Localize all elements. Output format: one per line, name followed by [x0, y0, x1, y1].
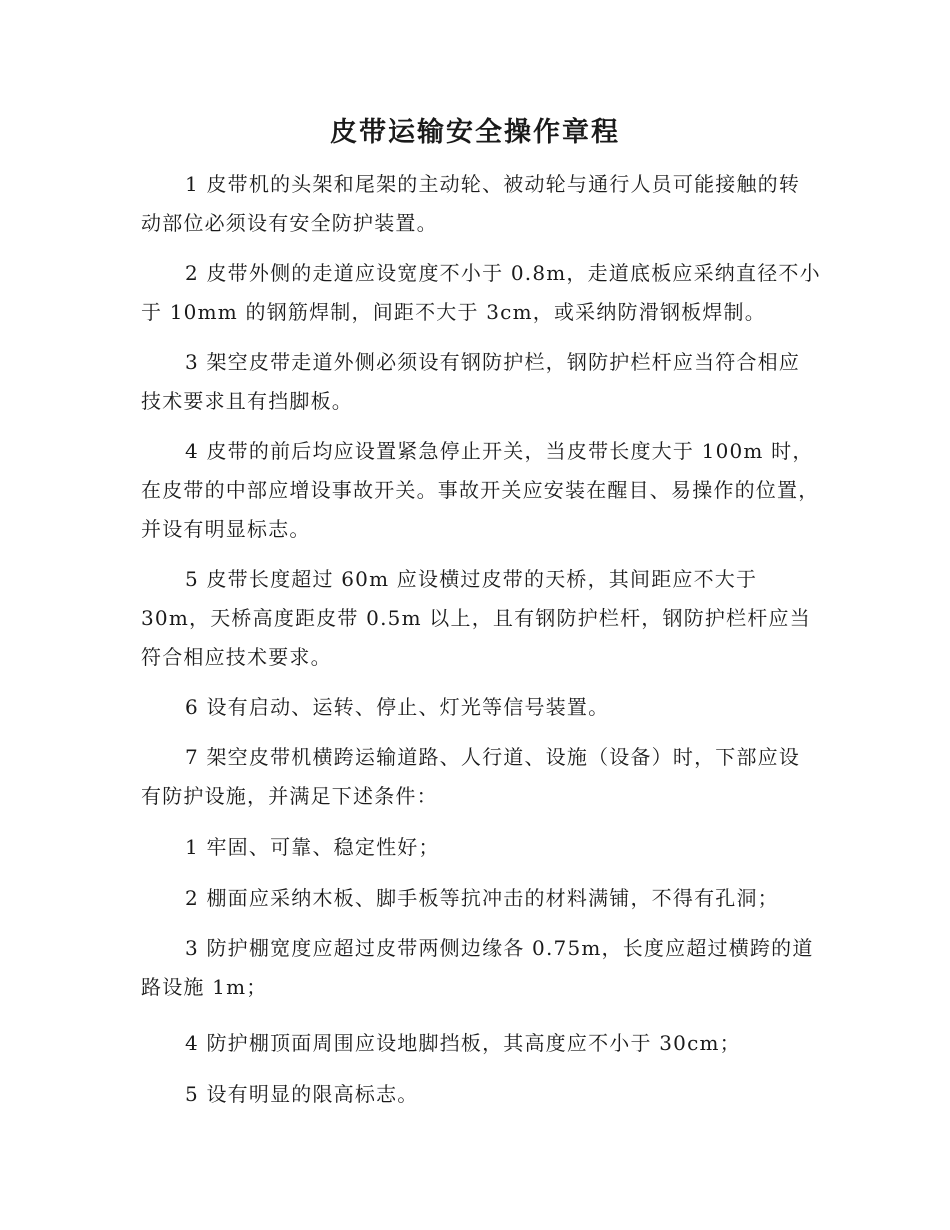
condition-item-2: 2 棚面应采纳木板、脚手板等抗冲击的材料满铺，不得有孔洞； — [185, 886, 779, 910]
paragraph-3: 3 架空皮带走道外侧必须设有钢防护栏，钢防护栏杆应当符合相应技术要求且有挡脚板。 — [141, 350, 801, 413]
condition-item-5: 5 设有明显的限高标志。 — [185, 1082, 419, 1106]
paragraph-7: 7 架空皮带机横跨运输道路、人行道、设施（设备）时，下部应设有防护设施，并满足下述条件： — [141, 745, 801, 808]
document-title: 皮带运输安全操作章程 — [330, 117, 620, 148]
paragraph-1: 1 皮带机的头架和尾架的主动轮、被动轮与通行人员可能接触的转动部位必须设有安全防护装置。 — [141, 172, 801, 235]
paragraph-4: 4 皮带的前后均应设置紧急停止开关，当皮带长度大于 100m 时，在皮带的中部应增设事故开关。事故开关应安装在醒目、易操作的位置，并设有明显标志。 — [141, 439, 820, 541]
paragraph-6: 6 设有启动、运转、停止、灯光等信号装置。 — [185, 695, 610, 719]
paragraph-5: 5 皮带长度超过 60m 应设横过皮带的天桥，其间距应不大于 30m，天桥高度距皮带 0.5m 以上，且有钢防护栏杆，钢防护栏杆应当符合相应技术要求。 — [141, 567, 811, 669]
paragraph-2: 2 皮带外侧的走道应设宽度不小于 0.8m，走道底板应采纳直径不小于 10mm 的钢筋焊制，间距不大于 3cm，或采纳防滑钢板焊制。 — [141, 261, 821, 324]
condition-item-4: 4 防护棚顶面周围应设地脚挡板，其高度应不小于 30cm； — [185, 1031, 741, 1055]
condition-item-1: 1 牢固、可靠、稳定性好； — [185, 835, 440, 859]
condition-item-3: 3 防护棚宽度应超过皮带两侧边缘各 0.75m，长度应超过横跨的道路设施 1m； — [141, 936, 814, 999]
